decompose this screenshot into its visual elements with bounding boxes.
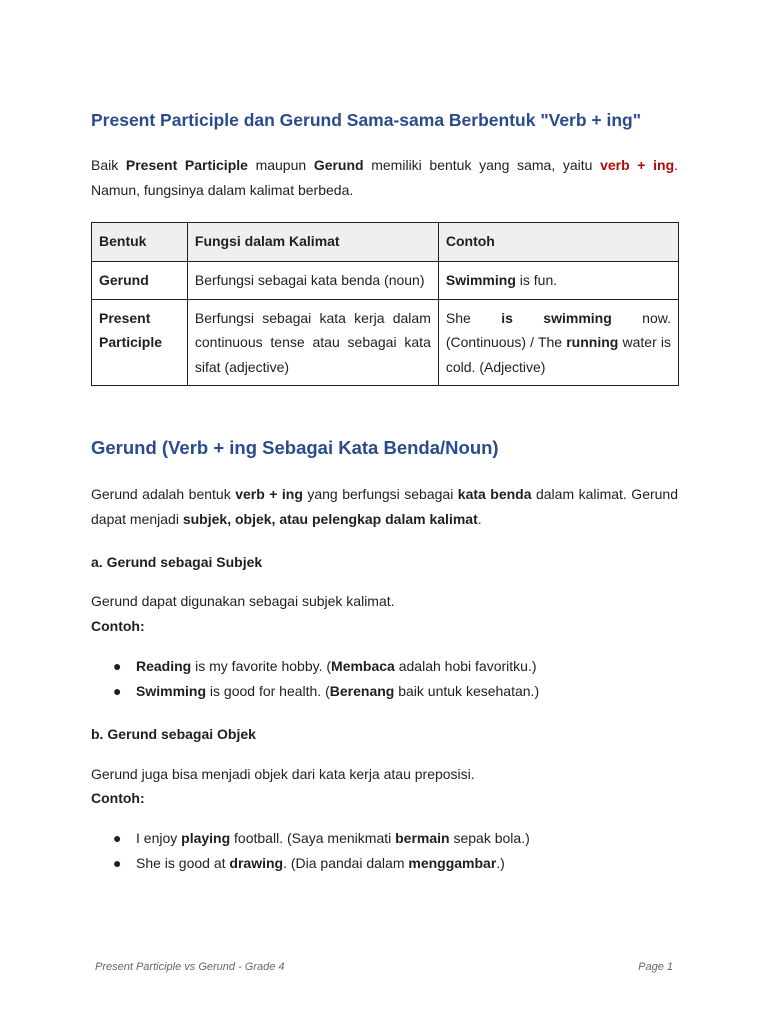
objek-examples-list [91,826,678,875]
bullet-icon: ● [113,830,122,846]
table-cell-contoh [438,299,678,386]
text: dalam kalimat. Gerund dapat menjadi [91,486,678,527]
text: baik untuk kesehatan.) [394,682,540,699]
bold-term: bermain [395,830,450,846]
bold-term: Berenang [329,682,395,699]
subjek-description: Gerund dapat digunakan sebagai subjek kalimat. [91,593,395,609]
table-cell-bentuk [92,262,188,300]
bullet-icon: ● [113,682,122,699]
table-cell-fungsi: Berfungsi sebagai kata benda (noun) [187,262,438,300]
list-item [91,654,678,679]
text: Gerund adalah bentuk [91,486,236,502]
text: . Namun, fungsinya dalam kalimat berbeda. [91,157,679,198]
bold-term: Reading [136,658,192,674]
table-header-row [92,223,679,262]
subjek-examples-list [91,654,678,703]
bold-term: Swimming [136,682,207,699]
text: sepak bola.) [449,830,530,846]
bold-term: subjek, objek, atau pelengkap dalam kalimat [182,510,478,527]
bold-term: playing [181,830,231,846]
text: I enjoy [136,830,182,846]
table-header-cell: Contoh [438,223,678,262]
bullet-icon: ● [113,854,122,871]
contoh-label: Contoh: [91,790,145,806]
bold-term: verb + ing [235,486,303,502]
footer-document-title: Present Participle vs Gerund - Grade 4 [95,961,285,973]
highlight-term: verb + ing [600,157,675,173]
subheading-gerund-subjek: a. Gerund sebagai Subjek [91,554,263,570]
table-cell-contoh [438,262,678,300]
list-item [91,851,678,876]
text: . [477,510,482,527]
text: She [445,309,502,326]
table-row [92,262,679,300]
bold-term: kata benda [457,486,532,502]
text: is good for health. ( [206,682,330,699]
text: yang berfungsi sebagai [302,486,458,502]
footer-page-number: Page 1 [638,961,673,973]
bold-term: Membaca [331,658,395,674]
text: She is good at [136,854,230,871]
intro-paragraph [91,153,678,202]
text: . (Dia pandai dalam [283,854,409,871]
contoh-label: Contoh: [91,618,145,634]
text: adalah hobi favoritku.) [394,658,537,674]
text: Baik [91,157,126,173]
table-header-cell: Fungsi dalam Kalimat [187,223,438,262]
bullet-icon: ● [113,658,122,674]
text: now. (Continuous) / The [445,309,671,350]
table-cell-bentuk [92,299,188,386]
section-heading-gerund: Gerund (Verb + ing Sebagai Kata Benda/Noun) [91,437,499,458]
gerund-intro-paragraph [91,482,678,531]
list-item [91,826,678,851]
bold-term: Present Participle [125,157,248,173]
list-item [91,679,678,704]
text: is my favorite hobby. ( [191,658,332,674]
bold-term: Gerund [313,157,364,173]
subheading-gerund-objek: b. Gerund sebagai Objek [91,726,256,742]
table-row [92,299,679,386]
text: .) [496,854,505,871]
bold-term: Gerund [99,272,149,288]
bold-term: drawing [229,854,284,871]
bold-term: is swimming [501,309,612,326]
text: football. (Saya menikmati [230,830,396,846]
objek-description: Gerund juga bisa menjadi objek dari kata kerja atau preposisi. [91,766,475,782]
section-heading-present-participle-gerund: Present Participle dan Gerund Sama-sama Berbentuk "Verb + ing" [91,110,642,130]
text: memiliki bentuk yang sama, yaitu [363,157,601,173]
bold-term: menggambar [408,854,497,871]
table-header-cell: Bentuk [92,223,188,262]
comparison-table [91,222,679,386]
text: water is cold. (Adjective) [445,334,671,375]
text: is fun. [515,272,558,288]
bold-term: Present Participle [99,309,163,350]
bold-term: Swimming [445,272,516,288]
bold-term: running [566,334,619,350]
table-cell-fungsi: Berfungsi sebagai kata kerja dalam continuous tense atau sebagai kata sifat (adjective) [187,299,438,386]
text: maupun [247,157,314,173]
